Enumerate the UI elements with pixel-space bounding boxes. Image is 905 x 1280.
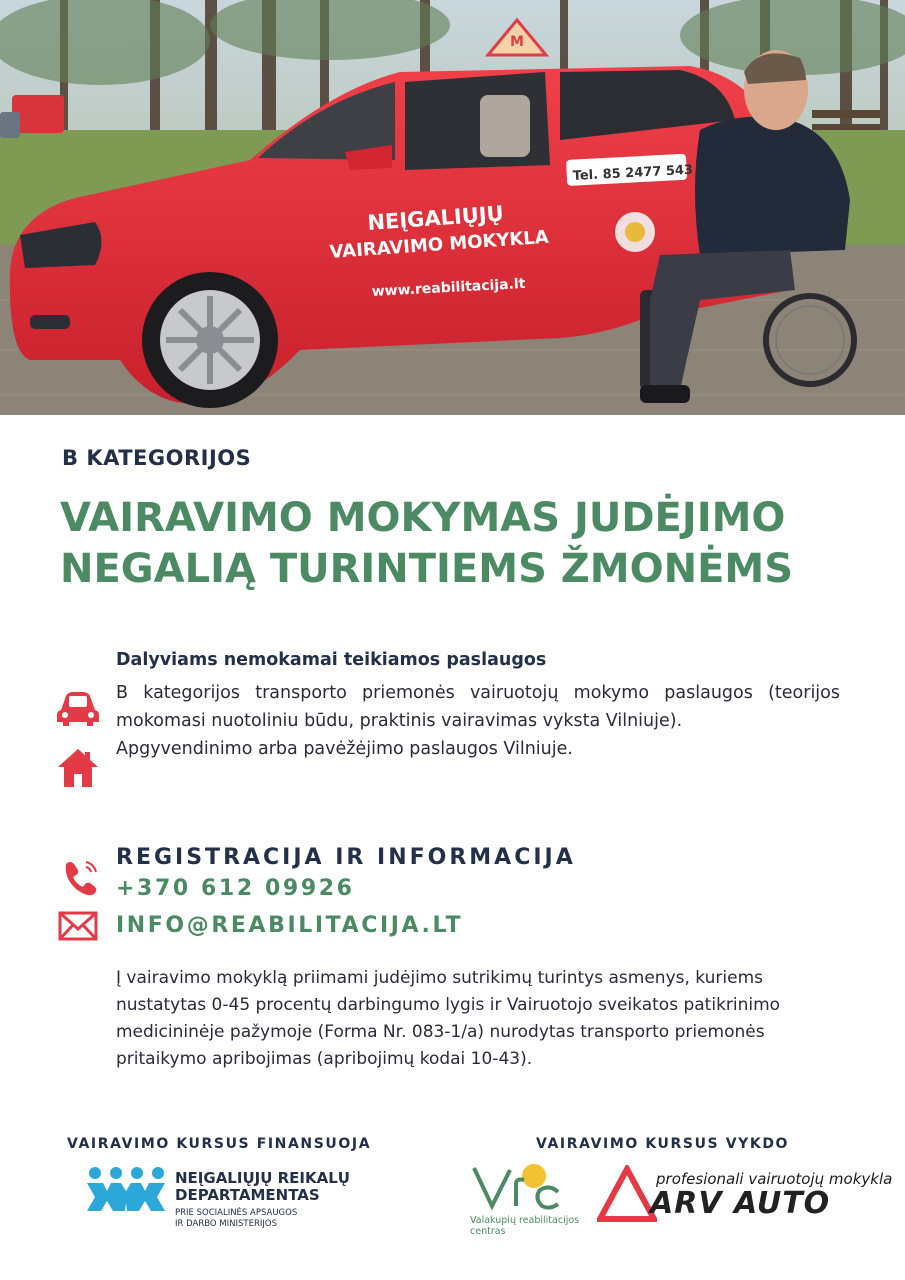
car-website: www.reabilitacija.lt [371,275,526,300]
email-link[interactable]: INFO@REABILITACIJA.LT [116,913,464,938]
services-list [116,679,840,763]
ndep-subtitle-line1: PRIE SOCIALINĖS APSAUGOS [175,1208,298,1218]
ndep-subtitle-line2: IR DARBO MINISTERIJOS [175,1219,277,1229]
title-line-2: NEGALIĄ TURINTIEMS ŽMONĖMS [60,546,794,592]
arv-tagline: profesionali vairuotojų mokykla [656,1170,893,1188]
ndep-name-line1: NEĮGALIŲJŲ REIKALŲ [175,1169,350,1187]
eligibility-note: Į vairavimo mokyklą priimami judėjimo sutrikimų turintys asmenys, kuriems nustatytas 0-45 procentų darbingumo lygis ir Vairuotojo sveikatos patikrinimo medicininėje pažymoje (Forma Nr. 083-1/a) nurodytas transporto priemonės pritaikymo apribojimas (apribojimų kodai 10-43). [116,968,781,1069]
email-icon [58,910,98,946]
ndep-logo-icon [85,1165,167,1217]
services-heading: Dalyviams nemokamai teikiamos paslaugos [116,650,547,670]
arv-brand-name: ARV AUTO [650,1186,831,1221]
car-phone: Tel. 85 2477 543 [572,162,694,184]
ndep-name-line2: DEPARTAMENTAS [175,1186,320,1204]
category-label: B KATEGORIJOS [62,446,252,470]
roof-sign-letter: M [510,34,524,50]
arv-warning-triangle-icon [597,1165,657,1227]
conducted-by-label: VAIRAVIMO KURSUS VYKDO [536,1136,790,1152]
page-title [60,493,880,595]
hero-photo [0,0,905,415]
phone-icon [60,858,100,900]
car-icon [55,688,101,732]
service-item-training: B kategorijos transporto priemonės vairuotojų mokymo paslaugos (teorijos mokomasi nuotoliniu būdu, praktinis vairavimas vyksta Vilniuje). [116,683,840,731]
funded-by-label: VAIRAVIMO KURSUS FINANSUOJA [67,1136,372,1152]
registration-heading: REGISTRACIJA IR INFORMACIJA [116,845,576,870]
title-line-1: VAIRAVIMO MOKYMAS JUDĖJIMO [60,495,786,541]
car-door-text-line2: VAIRAVIMO MOKYKLA [328,226,550,263]
service-item-accommodation: Apgyvendinimo arba pavėžėjimo paslaugos Vilniuje. [116,739,573,759]
vrc-name: Valakupių reabilitacijos centras [470,1215,580,1237]
vrc-logo-icon [470,1162,566,1218]
phone-number-link[interactable]: +370 612 09926 [116,876,355,901]
car-door-text-line1: NEĮGALIŲJŲ [366,201,505,235]
house-icon [55,746,101,794]
